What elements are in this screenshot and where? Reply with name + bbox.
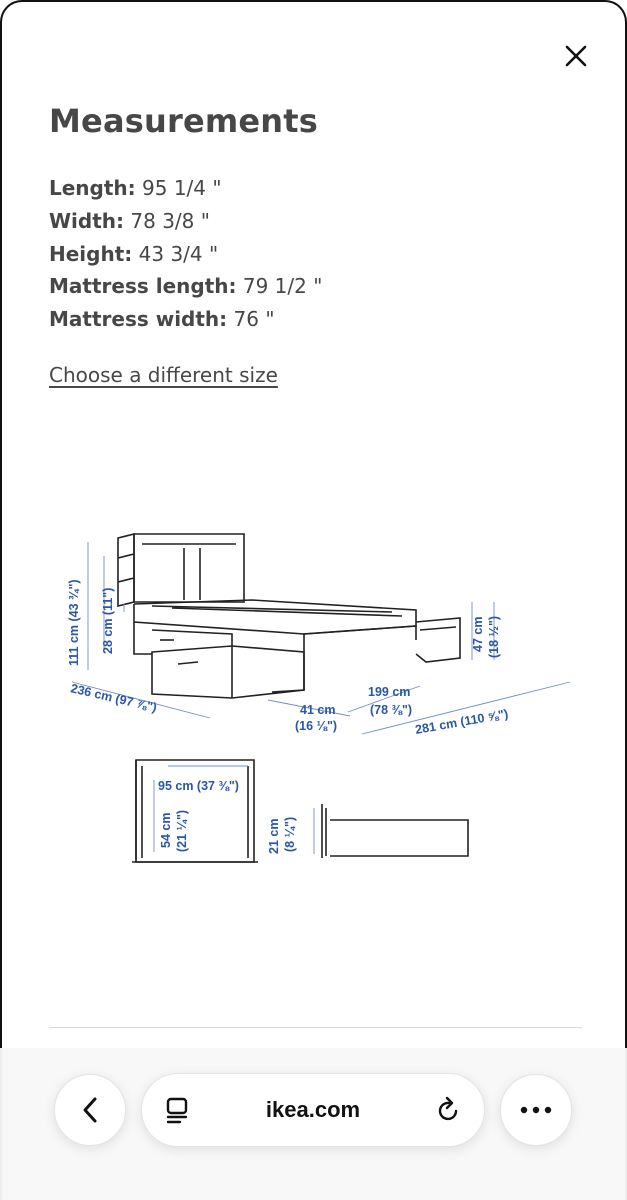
dim-drawer-height: 21 cm bbox=[267, 818, 281, 854]
spec-width: Width: 78 3/8 " bbox=[49, 208, 210, 233]
page-title: Measurements bbox=[49, 102, 319, 140]
more-icon bbox=[520, 1106, 552, 1114]
spec-list bbox=[49, 172, 322, 336]
chevron-left-icon bbox=[81, 1096, 99, 1124]
dim-length-total: 236 cm (97 ⅞") bbox=[69, 681, 159, 715]
dim-side-height-in: (18 ½") bbox=[487, 615, 501, 658]
dim-drawer-width: 95 cm (37 ⅜") bbox=[158, 779, 239, 793]
measurement-diagram bbox=[42, 522, 587, 872]
dim-height-total: 111 cm (43 ¾") bbox=[67, 579, 81, 666]
dim-mattress-length: 199 cm bbox=[368, 685, 411, 699]
dim-drawer-extension-in: (16 ⅛") bbox=[295, 719, 338, 733]
spec-mattress-width: Mattress width: 76 " bbox=[49, 307, 275, 332]
dim-drawer-height-in: (8 ¼") bbox=[283, 816, 297, 852]
choose-size-link[interactable]: Choose a different size bbox=[49, 363, 278, 387]
address-bar[interactable] bbox=[141, 1073, 485, 1147]
spec-length: Length: 95 1/4 " bbox=[49, 176, 222, 200]
url-text: ikea.com bbox=[265, 1097, 361, 1122]
dim-width-total: 281 cm (110 ⅝") bbox=[414, 706, 510, 737]
dim-drawer-depth-in: (21 ¼") bbox=[175, 809, 189, 852]
close-button[interactable] bbox=[558, 38, 594, 74]
divider bbox=[49, 1027, 582, 1028]
reload-icon[interactable] bbox=[436, 1096, 462, 1124]
dim-side-height: 47 cm bbox=[471, 616, 485, 652]
close-icon bbox=[565, 45, 587, 67]
dim-drawer-extension: 41 cm bbox=[300, 703, 336, 717]
spec-mattress-length: Mattress length: 79 1/2 " bbox=[49, 274, 323, 299]
reader-icon[interactable] bbox=[164, 1096, 190, 1124]
spec-height: Height: 43 3/4 " bbox=[49, 241, 219, 266]
dim-headboard-shelf: 28 cm (11") bbox=[101, 587, 115, 654]
dim-mattress-length-in: (78 ⅜") bbox=[370, 703, 413, 717]
more-button[interactable] bbox=[500, 1074, 572, 1146]
dim-drawer-depth: 54 cm bbox=[159, 812, 173, 848]
back-button[interactable] bbox=[54, 1074, 126, 1146]
